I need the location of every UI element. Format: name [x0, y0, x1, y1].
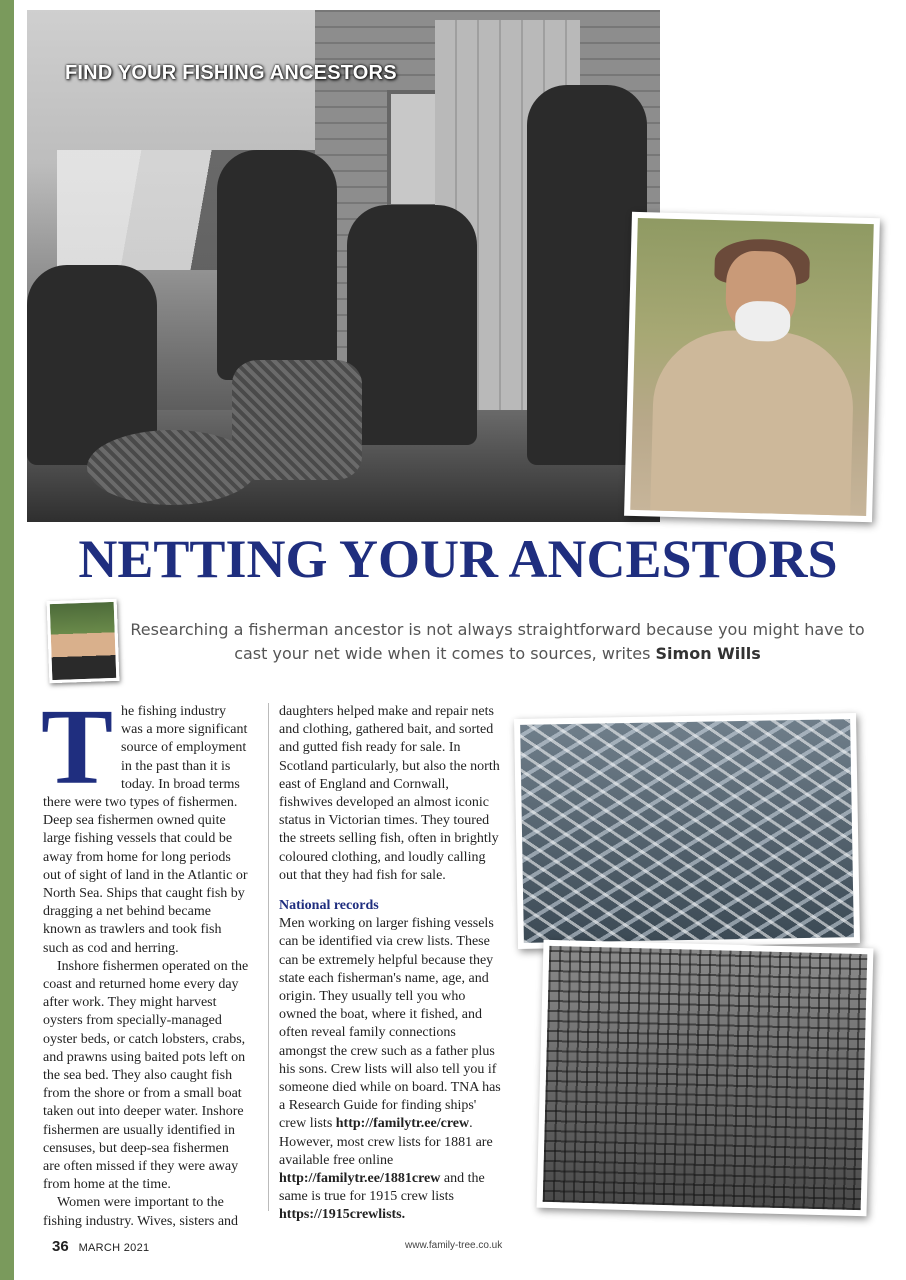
- section-label: FIND YOUR FISHING ANCESTORS: [65, 62, 397, 84]
- col1-para-1: he fishing industry was a more significant source of employment in the past than it is today. In broad terms there were two types of fishermen. Deep sea fishermen owned quite large fishing vessels that could be away from home for long periods out of sight of land in the Atlantic or North Sea. Ships that caught fish by dragging a net behind became known as trawlers and took fish such as cod and herring.: [43, 704, 248, 956]
- inset-photo-fisherman-pipe: [624, 212, 880, 522]
- col1-para-3: Women were important to the fishing industry. Wives, sisters and: [43, 1195, 239, 1229]
- col2-para-1: daughters helped make and repair nets and clothing, gathered bait, and sorted and gutted fish ready for sale. In Scotland particularly, but also the north east of England and Cornwall, fishwives developed an almost iconic status in Victorian times. They toured the streets selling fish, often in brightly coloured clothing, and loudly calling out that they had fish for sale.: [279, 704, 500, 883]
- body-column-1: [41, 688, 249, 1231]
- col2-para-2-mid: . However, most crew lists for 1881 are available free online: [279, 1116, 493, 1168]
- standfirst: [130, 618, 865, 666]
- photo-lobster-pots: [537, 940, 874, 1217]
- hero-photo-fisherfolk: [27, 10, 660, 522]
- page-edge-stripe: [0, 0, 14, 1280]
- subheading-national-records: National records: [279, 898, 379, 914]
- hero-figure-old-man: [347, 205, 477, 445]
- link-1915crewlists[interactable]: https://1915crewlists.: [279, 1207, 406, 1223]
- drop-cap: T: [41, 688, 114, 807]
- col2-para-2-end: and the same is true for 1915 crew lists: [279, 1171, 485, 1205]
- author-photo: [47, 599, 120, 683]
- issue-date: MARCH 2021: [78, 1242, 150, 1254]
- link-1881crew[interactable]: http://familytr.ee/1881crew: [279, 1171, 441, 1187]
- inset-coat: [650, 328, 855, 516]
- col2-para-2-text: Men working on larger fishing vessels can be identified via crew lists. These can be extremely helpful because they state each fisherman's name, age, and origin. They usually tell you who owned the boat, where it fished, and often reveal family connections amongst the crew such as a father plus his sons. Crew lists will also tell you if someone died while on board. TNA has a Research Guide for finding ships' crew lists: [279, 916, 501, 1132]
- photo-fish-catch: [514, 713, 860, 949]
- page-number: 36: [52, 1238, 69, 1255]
- column-rule: [268, 703, 269, 1211]
- inset-beard: [735, 301, 791, 342]
- body-column-2: [279, 703, 501, 1225]
- col2-para-2: [279, 915, 501, 1224]
- hero-basket-middle: [232, 360, 362, 480]
- link-crew[interactable]: http://familytr.ee/crew: [335, 1116, 470, 1132]
- folio: [52, 1238, 149, 1255]
- article-title: NETTING YOUR ANCESTORS: [78, 529, 838, 589]
- website-url[interactable]: www.family-tree.co.uk: [405, 1240, 503, 1251]
- hero-figure-young-man: [217, 150, 337, 380]
- col1-para-2: Inshore fishermen operated on the coast and returned home every day after work. They might harvest oysters from specially-managed oyster beds, or catch lobsters, crabs, and prawns using baited pots left on the sea bed. They also caught fish from the shore or from a small boat taken out into deeper water. Inshore fishermen are usually identified in censuses, but deep-sea fishermen are often missed if they were away from home at the time.: [43, 958, 249, 1193]
- standfirst-text: Researching a fisherman ancestor is not always straightforward because you might have to cast your net wide when it comes to sources, writes: [130, 620, 865, 663]
- author-name: Simon Wills: [655, 644, 761, 663]
